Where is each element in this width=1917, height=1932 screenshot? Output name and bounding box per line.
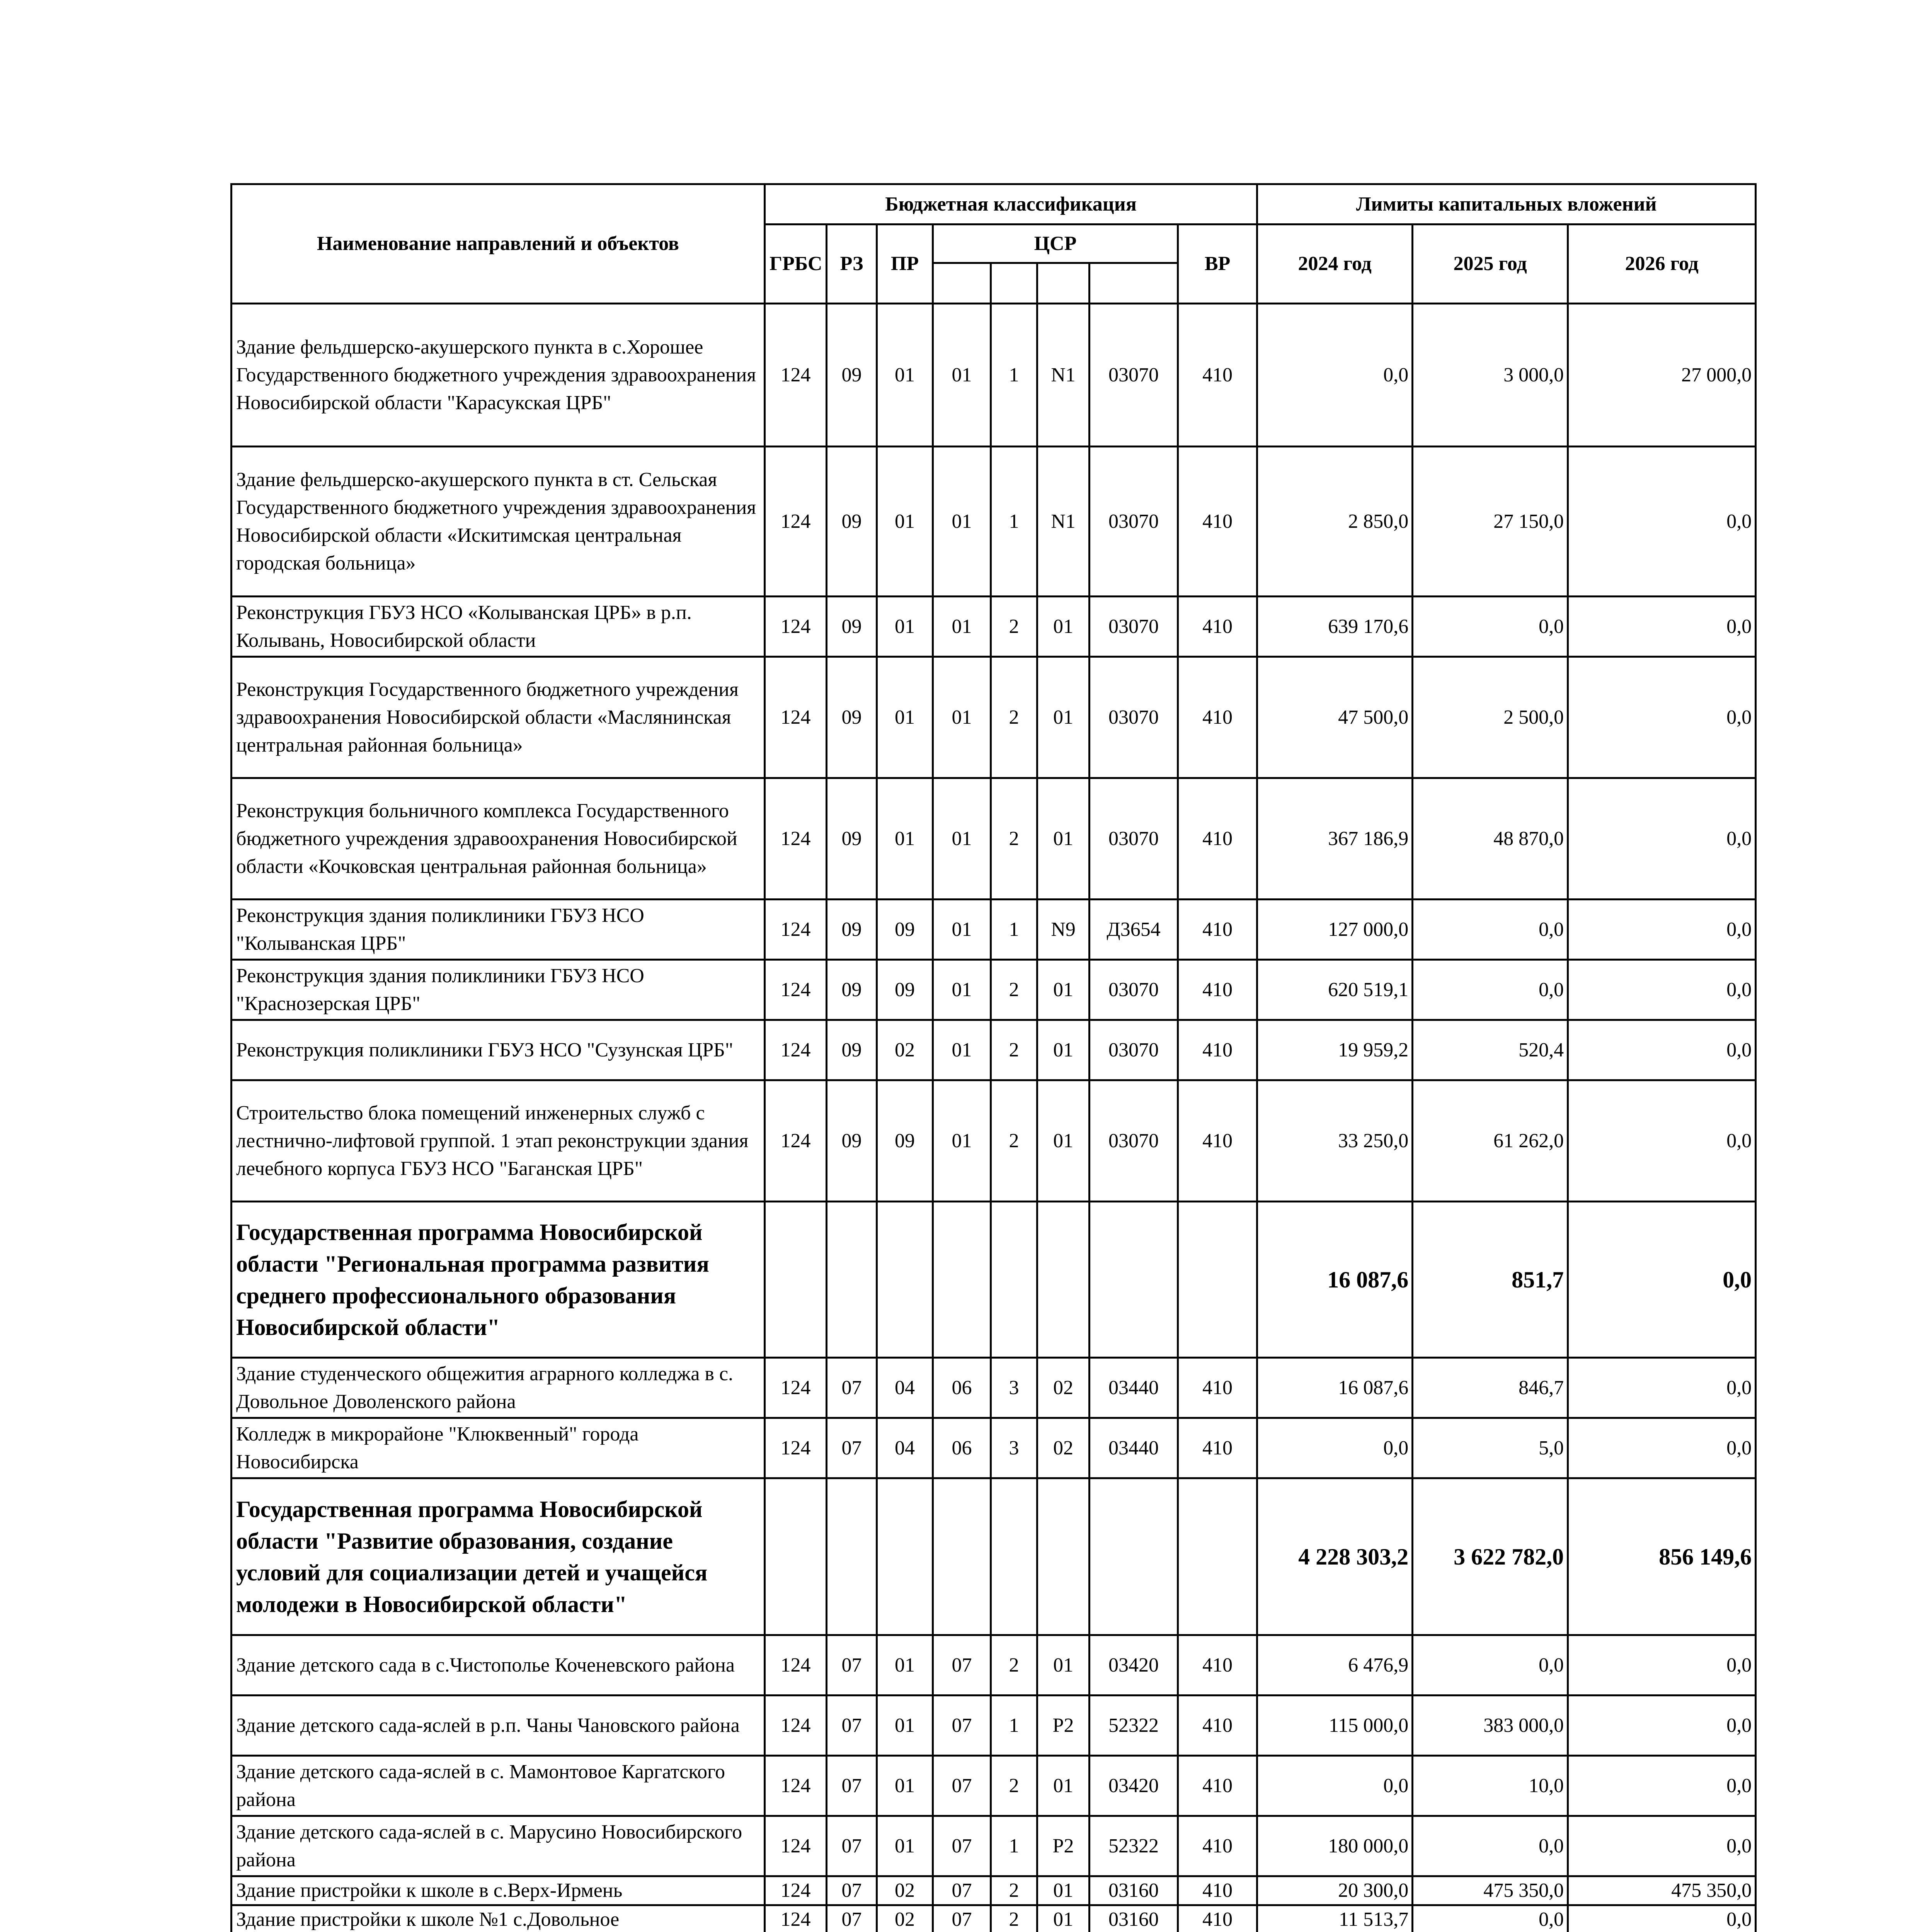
csr-2-cell: 2 <box>991 1020 1037 1080</box>
vr-cell: 410 <box>1178 1080 1257 1202</box>
pr-cell: 09 <box>877 960 933 1020</box>
table-row <box>232 1418 1756 1478</box>
value-2025-cell: 10,0 <box>1413 1756 1568 1816</box>
csr-2-cell: 2 <box>991 1635 1037 1696</box>
csr-4-cell: 03070 <box>1090 657 1178 778</box>
csr-2-cell: 1 <box>991 1696 1037 1756</box>
pr-cell: 02 <box>877 1020 933 1080</box>
rz-cell: 09 <box>827 900 877 960</box>
csr-3-cell: Р2 <box>1037 1816 1090 1876</box>
csr-4-cell <box>1090 1478 1178 1635</box>
value-2024-cell: 16 087,6 <box>1257 1202 1413 1358</box>
grbs-cell: 124 <box>765 1816 827 1876</box>
csr-1-cell: 01 <box>933 960 991 1020</box>
csr-2-cell: 2 <box>991 657 1037 778</box>
csr-1-cell: 07 <box>933 1905 991 1932</box>
program-row <box>232 1478 1756 1635</box>
pr-cell: 01 <box>877 1756 933 1816</box>
csr-1-cell: 07 <box>933 1876 991 1905</box>
csr-1-cell: 07 <box>933 1635 991 1696</box>
rz-cell: 07 <box>827 1696 877 1756</box>
object-name-cell: Реконструкция больничного комплекса Государственного бюджетного учреждения здравоохранения Новосибирской области «Кочковская центральная районная больница» <box>232 778 765 900</box>
csr-2-cell: 1 <box>991 900 1037 960</box>
value-2024-cell: 620 519,1 <box>1257 960 1413 1020</box>
grbs-cell: 124 <box>765 597 827 657</box>
csr-4-cell: 03440 <box>1090 1358 1178 1418</box>
csr-2-cell: 2 <box>991 960 1037 1020</box>
pr-cell <box>877 1202 933 1358</box>
table-row <box>232 778 1756 900</box>
value-2025-cell: 0,0 <box>1413 1816 1568 1876</box>
pr-cell: 01 <box>877 1696 933 1756</box>
vr-cell: 410 <box>1178 1905 1257 1932</box>
grbs-cell: 124 <box>765 1696 827 1756</box>
value-2026-cell: 0,0 <box>1568 597 1756 657</box>
pr-cell: 01 <box>877 447 933 597</box>
csr-1-cell: 01 <box>933 778 991 900</box>
rz-cell: 09 <box>827 1080 877 1202</box>
object-name-cell: Здание детского сада-яслей в с. Марусино Новосибирского района <box>232 1816 765 1876</box>
table-row <box>232 1696 1756 1756</box>
object-name-cell: Здание фельдшерско-акушерского пункта в с.Хорошее Государственного бюджетного учреждения здравоохранения Новосибирской области "Карасукская ЦРБ" <box>232 304 765 447</box>
value-2024-cell: 0,0 <box>1257 1418 1413 1478</box>
csr-1-cell: 06 <box>933 1358 991 1418</box>
value-2026-cell: 0,0 <box>1568 1358 1756 1418</box>
value-2026-cell: 0,0 <box>1568 1020 1756 1080</box>
csr-2-cell: 2 <box>991 1876 1037 1905</box>
table-row <box>232 1905 1756 1932</box>
header-csr-sub-3 <box>1037 263 1090 304</box>
csr-4-cell: 52322 <box>1090 1816 1178 1876</box>
vr-cell: 410 <box>1178 657 1257 778</box>
grbs-cell: 124 <box>765 900 827 960</box>
header-2026: 2026 год <box>1568 224 1756 304</box>
value-2024-cell: 6 476,9 <box>1257 1635 1413 1696</box>
value-2026-cell: 0,0 <box>1568 1816 1756 1876</box>
rz-cell: 09 <box>827 657 877 778</box>
csr-4-cell <box>1090 1202 1178 1358</box>
value-2026-cell: 0,0 <box>1568 1635 1756 1696</box>
csr-4-cell: 52322 <box>1090 1696 1178 1756</box>
header-capital-limits: Лимиты капитальных вложений <box>1257 184 1756 224</box>
header-csr-sub-1 <box>933 263 991 304</box>
csr-2-cell: 1 <box>991 304 1037 447</box>
vr-cell: 410 <box>1178 304 1257 447</box>
object-name-cell: Здание пристройки к школе в с.Верх-Ирмень <box>232 1876 765 1905</box>
vr-cell <box>1178 1478 1257 1635</box>
csr-1-cell: 01 <box>933 900 991 960</box>
header-csr-sub-4 <box>1090 263 1178 304</box>
value-2025-cell: 0,0 <box>1413 900 1568 960</box>
csr-3-cell: 01 <box>1037 1635 1090 1696</box>
csr-2-cell <box>991 1202 1037 1358</box>
csr-3-cell: 02 <box>1037 1358 1090 1418</box>
csr-1-cell: 01 <box>933 447 991 597</box>
grbs-cell: 124 <box>765 1905 827 1932</box>
table-row <box>232 960 1756 1020</box>
rz-cell: 07 <box>827 1635 877 1696</box>
csr-4-cell: 03160 <box>1090 1905 1178 1932</box>
rz-cell: 07 <box>827 1358 877 1418</box>
pr-cell: 01 <box>877 778 933 900</box>
value-2025-cell: 0,0 <box>1413 1905 1568 1932</box>
value-2025-cell: 475 350,0 <box>1413 1876 1568 1905</box>
vr-cell: 410 <box>1178 1756 1257 1816</box>
value-2026-cell: 0,0 <box>1568 1202 1756 1358</box>
csr-3-cell: N1 <box>1037 447 1090 597</box>
vr-cell: 410 <box>1178 1358 1257 1418</box>
header-2024: 2024 год <box>1257 224 1413 304</box>
grbs-cell: 124 <box>765 1418 827 1478</box>
grbs-cell <box>765 1202 827 1358</box>
csr-3-cell: 01 <box>1037 778 1090 900</box>
pr-cell: 02 <box>877 1876 933 1905</box>
value-2025-cell: 3 622 782,0 <box>1413 1478 1568 1635</box>
header-grbs: ГРБС <box>765 224 827 304</box>
csr-1-cell <box>933 1478 991 1635</box>
object-name-cell: Реконструкция поликлиники ГБУЗ НСО "Сузунская ЦРБ" <box>232 1020 765 1080</box>
csr-2-cell: 3 <box>991 1418 1037 1478</box>
pr-cell: 04 <box>877 1358 933 1418</box>
csr-2-cell: 2 <box>991 1905 1037 1932</box>
value-2026-cell: 856 149,6 <box>1568 1478 1756 1635</box>
table-row <box>232 1080 1756 1202</box>
grbs-cell <box>765 1478 827 1635</box>
pr-cell: 01 <box>877 1635 933 1696</box>
grbs-cell: 124 <box>765 1358 827 1418</box>
pr-cell: 01 <box>877 657 933 778</box>
csr-4-cell: 03070 <box>1090 960 1178 1020</box>
table-row <box>232 1816 1756 1876</box>
pr-cell: 01 <box>877 1816 933 1876</box>
value-2026-cell: 0,0 <box>1568 1696 1756 1756</box>
csr-1-cell <box>933 1202 991 1358</box>
vr-cell: 410 <box>1178 778 1257 900</box>
value-2025-cell: 0,0 <box>1413 597 1568 657</box>
csr-2-cell: 3 <box>991 1358 1037 1418</box>
object-name-cell: Колледж в микрорайоне "Клюквенный" города Новосибирска <box>232 1418 765 1478</box>
value-2025-cell: 0,0 <box>1413 960 1568 1020</box>
rz-cell: 07 <box>827 1905 877 1932</box>
vr-cell: 410 <box>1178 1816 1257 1876</box>
csr-2-cell: 2 <box>991 778 1037 900</box>
value-2024-cell: 367 186,9 <box>1257 778 1413 900</box>
value-2025-cell: 27 150,0 <box>1413 447 1568 597</box>
grbs-cell: 124 <box>765 1635 827 1696</box>
object-name-cell: Реконструкция здания поликлиники ГБУЗ НСО "Краснозерская ЦРБ" <box>232 960 765 1020</box>
value-2025-cell: 48 870,0 <box>1413 778 1568 900</box>
header-budget-classification: Бюджетная классификация <box>765 184 1257 224</box>
csr-3-cell: 01 <box>1037 1020 1090 1080</box>
rz-cell: 07 <box>827 1876 877 1905</box>
value-2024-cell: 115 000,0 <box>1257 1696 1413 1756</box>
table-row <box>232 1876 1756 1905</box>
vr-cell: 410 <box>1178 900 1257 960</box>
header-csr: ЦСР <box>933 224 1178 263</box>
table-row <box>232 1358 1756 1418</box>
object-name-cell: Государственная программа Новосибирской области "Региональная программа развития среднего профессионального образования Новосибирской области" <box>232 1202 765 1358</box>
pr-cell: 01 <box>877 304 933 447</box>
rz-cell: 09 <box>827 778 877 900</box>
value-2024-cell: 127 000,0 <box>1257 900 1413 960</box>
value-2026-cell: 0,0 <box>1568 778 1756 900</box>
csr-4-cell: 03420 <box>1090 1756 1178 1816</box>
vr-cell: 410 <box>1178 1020 1257 1080</box>
program-row <box>232 1202 1756 1358</box>
object-name-cell: Реконструкция ГБУЗ НСО «Колыванская ЦРБ» в р.п. Колывань, Новосибирской области <box>232 597 765 657</box>
csr-4-cell: 03070 <box>1090 304 1178 447</box>
csr-4-cell: 03420 <box>1090 1635 1178 1696</box>
csr-1-cell: 01 <box>933 657 991 778</box>
csr-1-cell: 06 <box>933 1418 991 1478</box>
rz-cell: 07 <box>827 1756 877 1816</box>
vr-cell <box>1178 1202 1257 1358</box>
value-2024-cell: 0,0 <box>1257 304 1413 447</box>
object-name-cell: Здание пристройки к школе №1 с.Довольное <box>232 1905 765 1932</box>
value-2026-cell: 0,0 <box>1568 1905 1756 1932</box>
value-2026-cell: 27 000,0 <box>1568 304 1756 447</box>
value-2025-cell: 0,0 <box>1413 1635 1568 1696</box>
object-name-cell: Реконструкция здания поликлиники ГБУЗ НСО "Колыванская ЦРБ" <box>232 900 765 960</box>
object-name-cell: Здание детского сада-яслей в р.п. Чаны Чановского района <box>232 1696 765 1756</box>
object-name-cell: Здание фельдшерско-акушерского пункта в ст. Сельская Государственного бюджетного учреждения здравоохранения Новосибирской области «Искитимская центральная городская больница» <box>232 447 765 597</box>
value-2025-cell: 520,4 <box>1413 1020 1568 1080</box>
rz-cell <box>827 1478 877 1635</box>
grbs-cell: 124 <box>765 1876 827 1905</box>
value-2025-cell: 5,0 <box>1413 1418 1568 1478</box>
csr-2-cell: 2 <box>991 1080 1037 1202</box>
csr-2-cell: 1 <box>991 1816 1037 1876</box>
csr-4-cell: 03070 <box>1090 1080 1178 1202</box>
csr-4-cell: Д3654 <box>1090 900 1178 960</box>
rz-cell: 09 <box>827 597 877 657</box>
csr-3-cell: 01 <box>1037 1080 1090 1202</box>
rz-cell <box>827 1202 877 1358</box>
pr-cell: 02 <box>877 1905 933 1932</box>
csr-2-cell <box>991 1478 1037 1635</box>
value-2024-cell: 19 959,2 <box>1257 1020 1413 1080</box>
table-body <box>232 304 1756 1932</box>
rz-cell: 09 <box>827 447 877 597</box>
grbs-cell: 124 <box>765 447 827 597</box>
table-row <box>232 1020 1756 1080</box>
value-2025-cell: 846,7 <box>1413 1358 1568 1418</box>
csr-3-cell <box>1037 1202 1090 1358</box>
csr-4-cell: 03160 <box>1090 1876 1178 1905</box>
pr-cell: 09 <box>877 900 933 960</box>
value-2024-cell: 16 087,6 <box>1257 1358 1413 1418</box>
table-row <box>232 1635 1756 1696</box>
csr-3-cell: N1 <box>1037 304 1090 447</box>
value-2025-cell: 2 500,0 <box>1413 657 1568 778</box>
vr-cell: 410 <box>1178 960 1257 1020</box>
pr-cell: 09 <box>877 1080 933 1202</box>
csr-2-cell: 2 <box>991 1756 1037 1816</box>
value-2024-cell: 2 850,0 <box>1257 447 1413 597</box>
object-name-cell: Здание детского сада в с.Чистополье Коченевского района <box>232 1635 765 1696</box>
rz-cell: 07 <box>827 1816 877 1876</box>
rz-cell: 07 <box>827 1418 877 1478</box>
object-name-cell: Реконструкция Государственного бюджетного учреждения здравоохранения Новосибирской области «Маслянинская центральная районная больница» <box>232 657 765 778</box>
vr-cell: 410 <box>1178 1418 1257 1478</box>
csr-3-cell <box>1037 1478 1090 1635</box>
table-row <box>232 657 1756 778</box>
value-2026-cell: 0,0 <box>1568 960 1756 1020</box>
vr-cell: 410 <box>1178 1696 1257 1756</box>
capital-investment-table <box>230 183 1757 1932</box>
pr-cell: 01 <box>877 597 933 657</box>
header-csr-sub-2 <box>991 263 1037 304</box>
vr-cell: 410 <box>1178 1635 1257 1696</box>
value-2024-cell: 180 000,0 <box>1257 1816 1413 1876</box>
header-rz: РЗ <box>827 224 877 304</box>
value-2026-cell: 0,0 <box>1568 1756 1756 1816</box>
value-2024-cell: 47 500,0 <box>1257 657 1413 778</box>
value-2025-cell: 3 000,0 <box>1413 304 1568 447</box>
table-row <box>232 304 1756 447</box>
grbs-cell: 124 <box>765 1020 827 1080</box>
csr-3-cell: 01 <box>1037 1876 1090 1905</box>
value-2024-cell: 639 170,6 <box>1257 597 1413 657</box>
csr-3-cell: Р2 <box>1037 1696 1090 1756</box>
rz-cell: 09 <box>827 304 877 447</box>
value-2026-cell: 475 350,0 <box>1568 1876 1756 1905</box>
value-2024-cell: 33 250,0 <box>1257 1080 1413 1202</box>
pr-cell: 04 <box>877 1418 933 1478</box>
value-2025-cell: 61 262,0 <box>1413 1080 1568 1202</box>
pr-cell <box>877 1478 933 1635</box>
grbs-cell: 124 <box>765 304 827 447</box>
header-2025: 2025 год <box>1413 224 1568 304</box>
csr-1-cell: 07 <box>933 1756 991 1816</box>
vr-cell: 410 <box>1178 447 1257 597</box>
value-2025-cell: 383 000,0 <box>1413 1696 1568 1756</box>
header-name: Наименование направлений и объектов <box>232 184 765 304</box>
csr-4-cell: 03440 <box>1090 1418 1178 1478</box>
csr-3-cell: N9 <box>1037 900 1090 960</box>
table-row <box>232 447 1756 597</box>
csr-4-cell: 03070 <box>1090 778 1178 900</box>
value-2026-cell: 0,0 <box>1568 657 1756 778</box>
csr-3-cell: 01 <box>1037 960 1090 1020</box>
csr-2-cell: 1 <box>991 447 1037 597</box>
csr-4-cell: 03070 <box>1090 597 1178 657</box>
value-2026-cell: 0,0 <box>1568 1418 1756 1478</box>
csr-3-cell: 01 <box>1037 1756 1090 1816</box>
value-2025-cell: 851,7 <box>1413 1202 1568 1358</box>
header-vr: ВР <box>1178 224 1257 304</box>
vr-cell: 410 <box>1178 597 1257 657</box>
header-pr: ПР <box>877 224 933 304</box>
csr-3-cell: 01 <box>1037 657 1090 778</box>
csr-4-cell: 03070 <box>1090 447 1178 597</box>
csr-1-cell: 07 <box>933 1696 991 1756</box>
csr-1-cell: 01 <box>933 304 991 447</box>
value-2024-cell: 0,0 <box>1257 1756 1413 1816</box>
value-2024-cell: 11 513,7 <box>1257 1905 1413 1932</box>
csr-4-cell: 03070 <box>1090 1020 1178 1080</box>
table-row <box>232 1756 1756 1816</box>
value-2026-cell: 0,0 <box>1568 447 1756 597</box>
value-2024-cell: 20 300,0 <box>1257 1876 1413 1905</box>
csr-2-cell: 2 <box>991 597 1037 657</box>
table-row <box>232 597 1756 657</box>
csr-1-cell: 01 <box>933 597 991 657</box>
grbs-cell: 124 <box>765 657 827 778</box>
csr-3-cell: 01 <box>1037 597 1090 657</box>
grbs-cell: 124 <box>765 960 827 1020</box>
object-name-cell: Строительство блока помещений инженерных служб с лестнично-лифтовой группой. 1 этап реконструкции здания лечебного корпуса ГБУЗ НСО "Баганская ЦРБ" <box>232 1080 765 1202</box>
object-name-cell: Здание студенческого общежития аграрного колледжа в с. Довольное Доволенского района <box>232 1358 765 1418</box>
value-2024-cell: 4 228 303,2 <box>1257 1478 1413 1635</box>
grbs-cell: 124 <box>765 1756 827 1816</box>
vr-cell: 410 <box>1178 1876 1257 1905</box>
grbs-cell: 124 <box>765 778 827 900</box>
rz-cell: 09 <box>827 1020 877 1080</box>
csr-1-cell: 01 <box>933 1020 991 1080</box>
csr-3-cell: 01 <box>1037 1905 1090 1932</box>
table-row <box>232 900 1756 960</box>
object-name-cell: Здание детского сада-яслей в с. Мамонтовое Каргатского района <box>232 1756 765 1816</box>
rz-cell: 09 <box>827 960 877 1020</box>
value-2026-cell: 0,0 <box>1568 900 1756 960</box>
csr-1-cell: 01 <box>933 1080 991 1202</box>
object-name-cell: Государственная программа Новосибирской области "Развитие образования, создание условий для социализации детей и учащейся молодежи в Новосибирской области" <box>232 1478 765 1635</box>
value-2026-cell: 0,0 <box>1568 1080 1756 1202</box>
grbs-cell: 124 <box>765 1080 827 1202</box>
csr-1-cell: 07 <box>933 1816 991 1876</box>
csr-3-cell: 02 <box>1037 1418 1090 1478</box>
